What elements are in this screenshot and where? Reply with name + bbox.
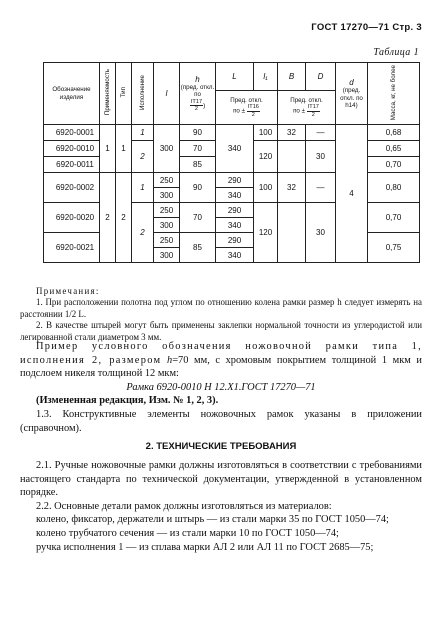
table-row: 6920-0010 2 70 120 30 0,65 [44,141,420,157]
section-2-body [20,459,422,554]
header-execution: Исполнение [132,63,154,125]
header-D: D [306,63,336,91]
note-1: 1. При расположении полотна под углом по отношению колена рамки размер h следует измерять на расстоянии 1/2 L. [20,297,422,319]
example-paragraph: Пример условного обозначения ножовочной рамки типа 1, исполнения 2, размером h=70 мм, с хромовым покрытием толщиной 1 мкм и подслоем никеля толщиной 12 мкм: [20,341,422,380]
header-application: Применяемость [100,63,116,125]
example-block [20,340,422,435]
table-row: 6920-0021 250 85 290 0,75 [44,233,420,248]
table-row: 6920-0011 85 0,70 [44,157,420,173]
revision-note: (Измененная редакция, Изм. № 1, 2, 3). [36,395,219,407]
header-l1: l₁ [254,63,278,91]
header-d: d (пред. откл. по h14) [336,63,368,125]
table-row: 300 340 [44,248,420,263]
section-2-title: 2. ТЕХНИЧЕСКИЕ ТРЕБОВАНИЯ [145,441,297,452]
material-2: колено трубчатого сечения — из стали марки 10 по ГОСТ 1050—74; [36,527,339,539]
table-caption: Таблица 1 [373,47,419,58]
dimensions-table [43,62,420,263]
note-2: 2. В качестве штырей могут быть применены заклепки нормальной точности из углеродистой или легированной стали диаметром 3 мм. [20,320,422,342]
header-B-tolerance: Пред. откл. по ± $\frac{IT17}{2}$ [278,91,336,125]
header-l: l [154,63,180,125]
header-type: Тип [116,63,132,125]
notes-title: Примечания: [36,286,100,296]
material-3: ручка исполнения 1 — из сплава марки АЛ 2 или АЛ 11 по ГОСТ 2685—75; [36,541,374,553]
table-row: 300 340 [44,218,420,233]
header-L-tolerance: Пред. откл. по ± $\frac{IT16}{2}$ [216,91,278,125]
table-row: 300 340 [44,188,420,203]
header-designation: Обозначение изделия [44,63,100,125]
clause-2-2: 2.2. Основные детали рамок должны изготовляться из материалов: [36,500,332,512]
example-designation: Рамка 6920-0010 Н 12.Х1.ГОСТ 17270—71 [126,381,316,393]
header-h: h (пред. откл. по $\frac{IT17}{2}$ ) [180,63,216,125]
table-row: 6920-0020 2 250 70 290 120 30 0,70 [44,203,420,218]
table-row: 6920-0001 1 1 1 300 90 340 100 32 — 4 0,68 [44,125,420,141]
running-header: ГОСТ 17270—71 Стр. 3 [311,22,422,33]
header-L: L [216,63,254,91]
table-row: 6920-0002 2 2 1 250 90 290 100 32 — 0,80 [44,173,420,188]
header-mass: Масса, кг, не более [368,63,420,125]
header-B: B [278,63,306,91]
clause-2-1: 2.1. Ручные ножовочные рамки должны изготовляться в соответствии с требованиями настоящего стандарта по технической документации, утвержденной в установленном порядке. [20,460,422,499]
notes-block [20,286,422,343]
clause-1-3: 1.3. Конструктивные элементы ножовочных рамок указаны в приложении (справочном). [20,408,422,434]
material-1: колено, фиксатор, держатели и штырь — из стали марки 35 по ГОСТ 1050—74; [36,514,389,526]
